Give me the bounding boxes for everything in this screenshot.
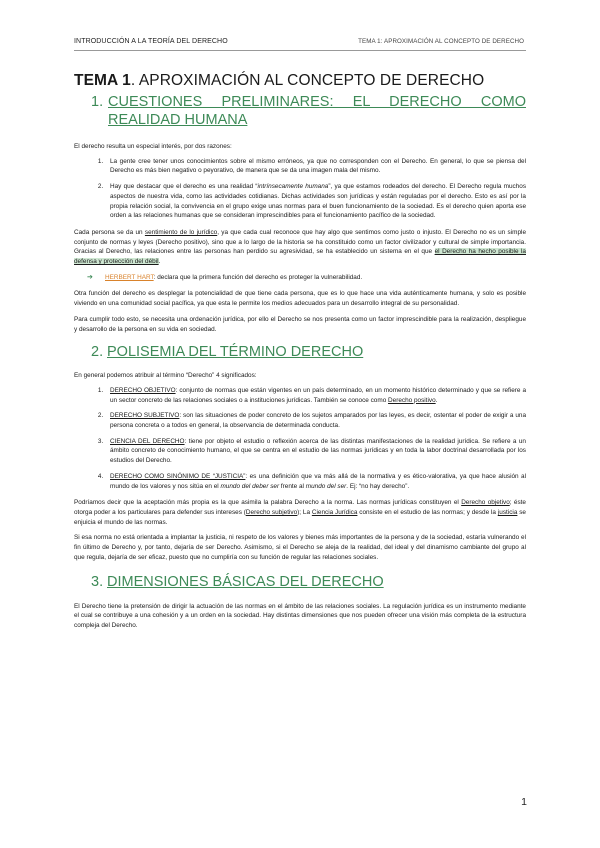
s3-paragraph-1: El Derecho tiene la pretensión de dirigir la actuación de las normas en el ámbito de las relaciones sociales. La regulación jurídica es un instrumento mediante el cual se contribuye a una cohesión y a un orden en la sociedad. Hay distintas dimensiones que nos pueden ofrecer una visión más completa de la estructura compleja del Derecho. — [74, 602, 526, 629]
section-2-number: 2. — [91, 344, 104, 361]
s1-paragraph-1: Cada persona se da un sentimiento de lo jurídico, ya que cada cual reconoce que hay algo que sentimos como justo o injusto. El Derecho no es un simple conjunto de normas y leyes (Derecho positivo), sino que a lo largo de la historia se ha constituido como un factor civilizador y cultural de simple importancia. Gracias al Derecho, las relaciones entre las personas han perdido su agresividad, se ha establecido un sistema en el que el Derecho ha hecho posible la defensa y protección del débil. — [74, 228, 526, 266]
section-1-number: 1. — [91, 94, 104, 110]
s1-paragraph-2: Otra función del derecho es desplegar la potencialidad de que tiene cada persona, que es lo que hace una vida auténticamente humana, y solo es posible viviendo en una comunidad social pacífica, ya que esta le permite los medios adecuados para un desarrollo integral de su personalidad. — [74, 290, 526, 308]
s2-list-item-4: 4. DERECHO COMO SINÓNIMO DE “JUSTICIA”: es una definición que va más allá de la normativa y es ético-valorativa, ya que hace alusión al mundo de los valores y nos sitúa en el mundo del deber ser frente al mundo del ser. Ej: “no hay derecho”. — [105, 472, 526, 491]
s2-list-item-2: 2. DERECHO SUBJETIVO: son las situaciones de poder concreto de los sujetos amparados por las leyes, es decir, ostentar el poder de exigir a una persona concreta o a todos en general, la observancia de determinada conducta. — [105, 411, 526, 430]
s1-list-item-1: 1. La gente cree tener unos conocimientos sobre el mismo erróneos, ya que no corresponden con el Derecho. En general, lo que se piensa del Derecho es más bien negativo o peyorativo, de manera que se da una imagen mala del mismo. — [105, 157, 526, 176]
hart-name: HERBERT HART — [105, 273, 154, 281]
s2-list-item-3: 3. CIENCIA DEL DERECHO: tiene por objeto el estudio o reflexión acerca de las distintas manifestaciones de la realidad jurídica. Se refiere a un ámbito concreto de conocimiento humano, el que se centra en el estudio de las normas jurídicas y en toda la labor doctrinal desarrollada por los estudios del Derecho. — [105, 437, 526, 466]
s2-paragraph-1: Podríamos decir que la aceptación más propia es la que asimila la palabra Derecho a la norma. Las normas jurídicas constituyen el Derecho objetivo; éste otorga poder a los particulares para defender sus intereses (Derecho subjetivo); La Ciencia Jurídica consiste en el estudio de las normas; y desde la justicia se enjuicia el mundo de las normas. — [74, 499, 526, 526]
s2-list-item-1: 1. DERECHO OBJETIVO: conjunto de normas que están vigentes en un país determinado, en un momento histórico determinado y que se refiere a un sector concreto de las relaciones sociales o a instituciones jurídicas. También se conoce como Derecho positivo. — [105, 386, 526, 405]
hart-quote: ➔ HERBERT HART: declara que la primera función del derecho es proteger la vulnerabilidad. — [87, 273, 363, 281]
page-number: 1 — [521, 796, 527, 808]
s2-list — [74, 386, 526, 491]
page-content — [74, 66, 526, 637]
section-3-heading — [74, 573, 526, 591]
section-3-title: DIMENSIONES BÁSICAS DEL DERECHO — [107, 573, 384, 590]
document-title-bold: TEMA 1 — [74, 72, 131, 89]
header-course-title: INTRODUCCIÓN A LA TEORÍA DEL DERECHO — [74, 38, 228, 45]
section-1-title: CUESTIONES PRELIMINARES: EL DERECHO COMO REALIDAD HUMANA — [108, 94, 526, 128]
document-title — [74, 72, 526, 90]
s1-paragraph-3: Para cumplir todo esto, se necesita una ordenación jurídica, por ello el Derecho se nos presenta como un factor imprescindible para la realización, despliegue y desarrollo de la persona en su vida en sociedad. — [74, 315, 526, 333]
s1-list-item-2: 2. Hay que destacar que el derecho es una realidad “intrínsecamente humana”, ya que estamos rodeados del derecho. El Derecho regula muchos aspectos de nuestra vida, como las actividades cotidianas. Dichas actividades son jurídicas y están reguladas por el derecho. Esto es así por la propia relación social, la convivencia en el grupo exige unas normas para el buen funcionamiento de la sociedad. Es el derecho quien aporta ese orden a las relaciones humanas que se consideran imprescindibles para el funcionamiento pacífico de la sociedad. — [105, 182, 526, 221]
s1-list — [74, 157, 526, 221]
s2-intro: En general podemos atribuir al término “Derecho” 4 significados: — [74, 372, 257, 380]
arrow-right-icon: ➔ — [87, 273, 93, 281]
s2-paragraph-2: Si esa norma no está orientada a implantar la justicia, ni respeto de los valores y bienes más importantes de la persona y de la sociedad, estaría vulnerando el fin último de Derecho y, por tanto, dejaría de ser Derecho. Asimismo, si el Derecho se aleja de la realidad, del ideal y del dinamismo cambiante del grupo al que regula, dejaría de ser eficaz, puesto que no cumpliría con su función de regular las relaciones sociales. — [74, 534, 526, 561]
header-divider — [74, 50, 526, 51]
header-topic-title: TEMA 1: APROXIMACIÓN AL CONCEPTO DE DERECHO — [358, 38, 524, 45]
section-1-heading — [74, 93, 526, 129]
section-2-title: POLISEMIA DEL TÉRMINO DERECHO — [107, 344, 364, 361]
document-title-rest: . APROXIMACIÓN AL CONCEPTO DE DERECHO — [130, 72, 485, 89]
section-2-heading — [74, 343, 526, 361]
s1-intro: El derecho resulta un especial interés, por dos razones: — [74, 143, 232, 150]
section-3-number: 3. — [91, 573, 104, 590]
